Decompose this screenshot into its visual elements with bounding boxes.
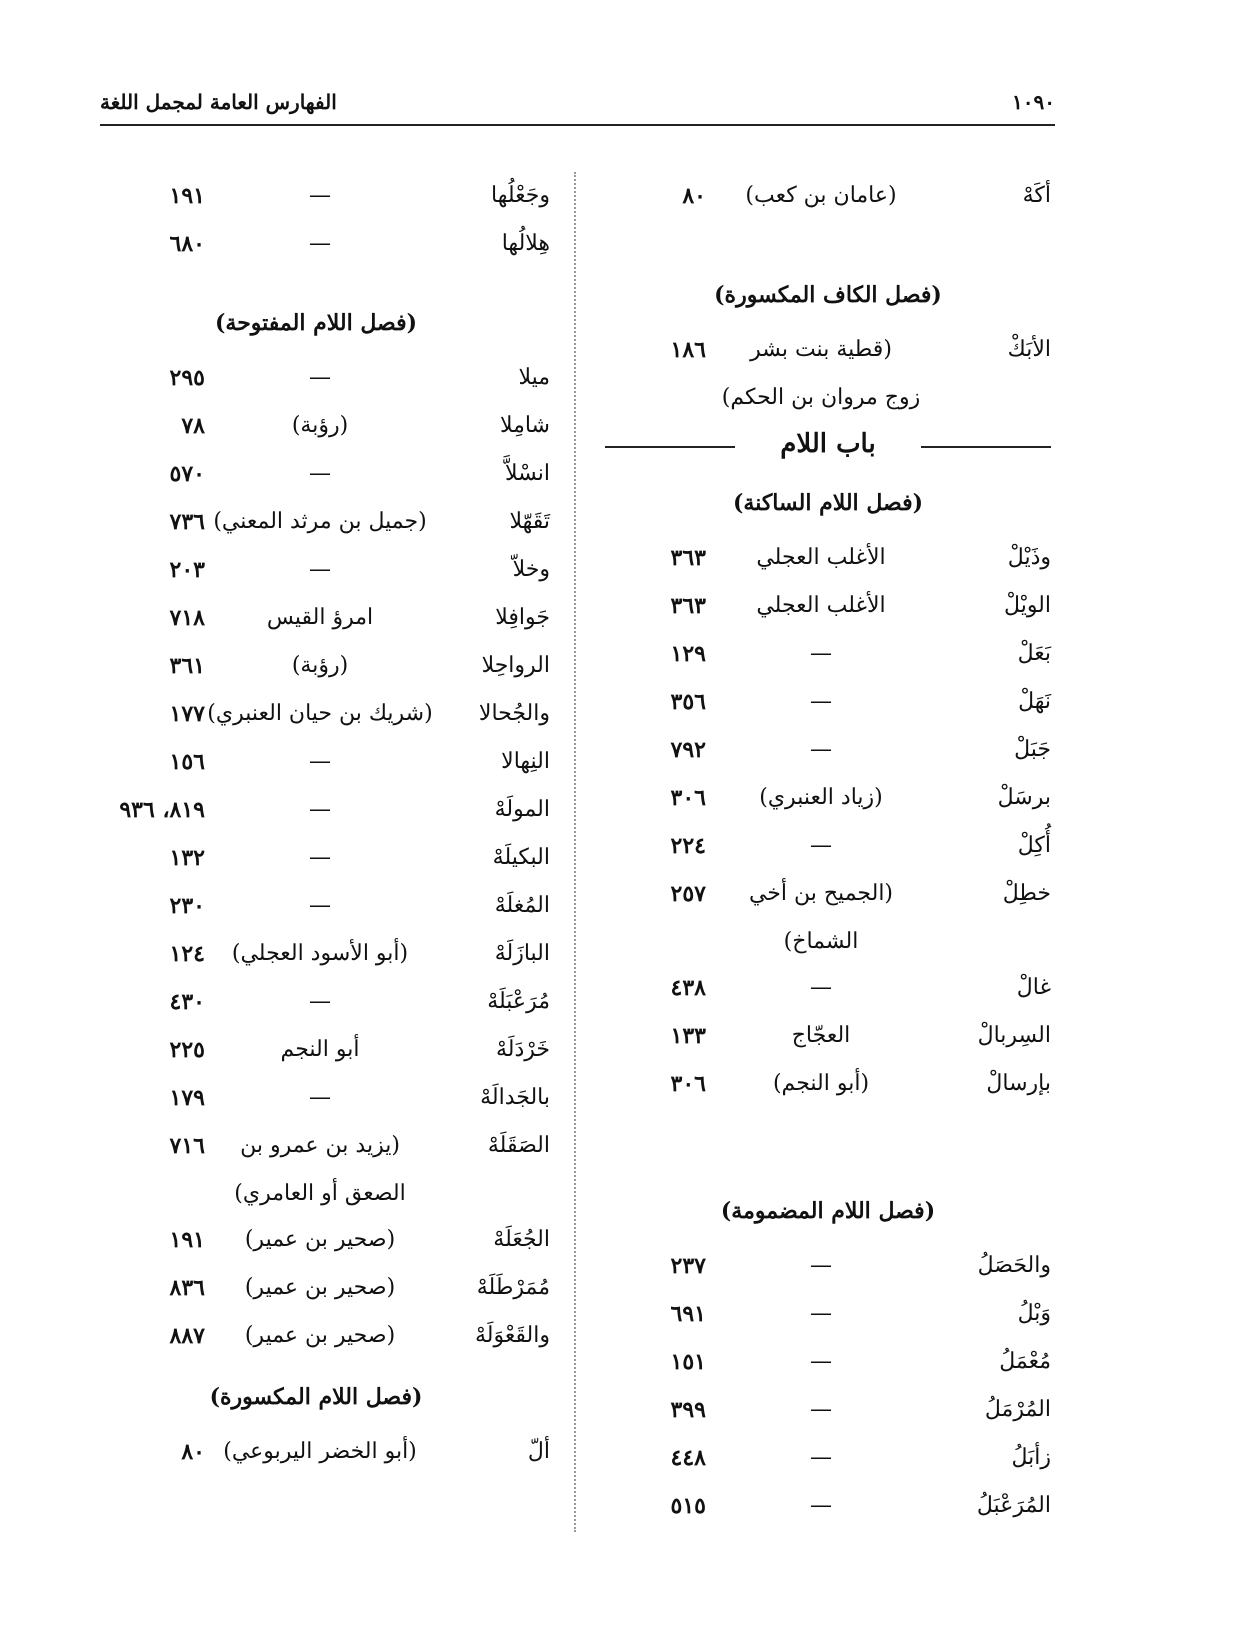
- column-divider: [574, 172, 576, 1532]
- index-row: [82, 642, 550, 690]
- index-row: [605, 1012, 1051, 1060]
- entry-source: زوج مروان بن الحكم): [721, 385, 921, 410]
- entry-word: أُكِلْ: [1017, 833, 1051, 858]
- entry-source: —: [810, 1301, 832, 1326]
- entry-word: الويْلْ: [1004, 593, 1051, 618]
- entry-word: جَوافِلا: [495, 605, 550, 630]
- entry-page: ٧٨: [181, 413, 205, 439]
- entry-page: ٣٥٦: [670, 689, 706, 715]
- entry-word: برسَلْ: [997, 785, 1051, 810]
- entry-word: شامِلا: [499, 413, 550, 438]
- index-row: [605, 1242, 1051, 1290]
- entry-word: وذَيْلْ: [1007, 545, 1051, 570]
- index-row: [82, 882, 550, 930]
- index-row: [605, 1060, 1051, 1108]
- index-row: [82, 786, 550, 834]
- entry-source: (رؤبة): [291, 413, 349, 438]
- entry-source: —: [309, 797, 331, 822]
- entry-source: —: [309, 183, 331, 208]
- entry-word: بإرسالْ: [986, 1071, 1051, 1096]
- entry-page: ٧١٦: [169, 1133, 205, 1159]
- entry-page: ٢٢٤: [670, 833, 706, 859]
- entry-source: —: [309, 749, 331, 774]
- index-row: [82, 354, 550, 402]
- entry-source: (أبو الأسود العجلي): [231, 941, 409, 966]
- entry-page: ٦٨٠: [169, 231, 205, 257]
- entry-source: —: [309, 1085, 331, 1110]
- entry-word: تَقَهّلا: [509, 509, 550, 534]
- chapter-title: باب اللام: [780, 429, 876, 459]
- entry-source: —: [810, 1349, 832, 1374]
- entry-page: ٤٣٠: [169, 989, 205, 1015]
- entry-source: —: [309, 365, 331, 390]
- entry-page: ٢٣٠: [169, 893, 205, 919]
- index-row: [82, 1312, 550, 1360]
- entry-source: —: [810, 1397, 832, 1422]
- entry-word: زأبَلُ: [1011, 1445, 1051, 1470]
- index-row: [605, 822, 1051, 870]
- index-row: [605, 678, 1051, 726]
- index-row: [605, 630, 1051, 678]
- entry-word: هِلالُها: [501, 231, 550, 256]
- index-row-continuation: [605, 918, 1051, 964]
- index-row: [605, 1434, 1051, 1482]
- index-row: [82, 1074, 550, 1122]
- index-row: [605, 326, 1051, 374]
- entry-source: —: [309, 557, 331, 582]
- entry-page: ١٩١: [169, 183, 205, 209]
- entry-word: الرواحِلا: [481, 653, 550, 678]
- entry-source: الصعق أو العامري): [234, 1181, 406, 1206]
- entry-source: (قطية بنت بشر: [750, 337, 892, 362]
- entry-word: الجُعَلَهْ: [493, 1227, 550, 1252]
- index-row: [605, 1386, 1051, 1434]
- entry-word: وخلاّ: [512, 557, 550, 582]
- entry-word: مُعْمَلُ: [999, 1349, 1051, 1374]
- entry-word: غالْ: [1016, 975, 1051, 1000]
- index-group: [605, 534, 1051, 1108]
- entry-word: ألّ: [527, 1439, 550, 1464]
- entry-word: وجَعْلُها: [491, 183, 550, 208]
- entry-source: (صحير بن عمير): [244, 1227, 396, 1252]
- entry-source: (أبو النجم): [772, 1071, 870, 1096]
- left-column: [82, 172, 550, 1476]
- entry-source: —: [810, 975, 832, 1000]
- index-row: [605, 1338, 1051, 1386]
- entry-source: —: [810, 641, 832, 666]
- entry-page: ٤٤٨: [670, 1445, 706, 1471]
- entry-page: ١٣٣: [670, 1023, 706, 1049]
- entry-word: بالجَدالَهْ: [480, 1085, 550, 1110]
- entry-word: المُرْمَلُ: [984, 1397, 1051, 1422]
- entry-word: والقَعْوَلَهْ: [474, 1323, 550, 1348]
- entry-page: ١٧٩: [169, 1085, 205, 1111]
- entry-page: ٥١٥: [670, 1493, 706, 1519]
- index-group: [82, 172, 550, 268]
- index-row: [82, 172, 550, 220]
- entry-page: ٢٢٥: [169, 1037, 205, 1063]
- entry-page: ٢٣٧: [670, 1253, 706, 1279]
- entry-source: —: [810, 689, 832, 714]
- entry-word: ميلا: [518, 365, 550, 390]
- entry-page: ١٨٦: [670, 337, 706, 363]
- entry-word: الصَقَلَهْ: [487, 1133, 550, 1158]
- entry-page: ٣٠٦: [670, 1071, 706, 1097]
- index-row: [82, 690, 550, 738]
- entry-word: السِربالْ: [977, 1023, 1051, 1048]
- entry-page: ١٢٩: [670, 641, 706, 667]
- entry-word: المُغلَهْ: [494, 893, 550, 918]
- entry-source: الشماخ): [783, 929, 859, 954]
- section-heading-sakina: (فصل اللام الساكنة): [732, 490, 923, 516]
- index-row: [605, 726, 1051, 774]
- entry-source: —: [309, 893, 331, 918]
- entry-source: امرؤ القيس: [266, 605, 374, 630]
- entry-page: ١٥١: [670, 1349, 706, 1375]
- entry-page: ٣٦٣: [670, 593, 706, 619]
- entry-word: والجُحالا: [478, 701, 550, 726]
- entry-page: ٣٦٣: [670, 545, 706, 571]
- entry-word: النِهالا: [501, 749, 550, 774]
- entry-page: ١٥٦: [169, 749, 205, 775]
- entry-source: (أبو الخضر اليربوعي): [223, 1439, 417, 1464]
- entry-word: أكَهْ: [1022, 183, 1051, 208]
- index-row: [82, 546, 550, 594]
- entry-page: ٧١٨: [169, 605, 205, 631]
- entry-source: (رؤبة): [291, 653, 349, 678]
- index-row-continuation: [82, 1170, 550, 1216]
- entry-page: ٦٩١: [670, 1301, 706, 1327]
- index-row: [605, 964, 1051, 1012]
- index-row: [82, 402, 550, 450]
- entry-page: ٣٦١: [169, 653, 205, 679]
- index-group: [82, 1428, 550, 1476]
- index-row: [82, 498, 550, 546]
- entry-word: والحَصَلُ: [977, 1253, 1051, 1278]
- entry-word: المُرَعْبَلُ: [976, 1493, 1051, 1518]
- section-heading-maftuha: (فصل اللام المفتوحة): [214, 310, 418, 336]
- index-group: [82, 354, 550, 1360]
- entry-source: —: [810, 1493, 832, 1518]
- entry-page: ٤٣٨: [670, 975, 706, 1001]
- entry-source: (صحير بن عمير): [244, 1275, 396, 1300]
- index-group: [605, 326, 1051, 420]
- index-group: [605, 1242, 1051, 1530]
- section-heading-madmuma: (فصل اللام المضمومة): [720, 1198, 936, 1224]
- entry-word: الأبَكْ: [1007, 337, 1051, 362]
- chapter-rule-left: [605, 446, 735, 448]
- entry-word: وَبْلُ: [1017, 1301, 1051, 1326]
- index-row: [82, 220, 550, 268]
- entry-word: نَهَلْ: [1018, 689, 1051, 714]
- entry-source: (جميل بن مرثد المعني): [213, 509, 427, 534]
- index-row: [605, 774, 1051, 822]
- entry-source: (صحير بن عمير): [244, 1323, 396, 1348]
- index-group: [605, 172, 1051, 220]
- index-row: [82, 1026, 550, 1074]
- index-row: [82, 1122, 550, 1170]
- entry-source: الأغلب العجلي: [756, 593, 886, 618]
- index-row: [82, 834, 550, 882]
- index-row: [82, 1216, 550, 1264]
- entry-word: بَعَلْ: [1017, 641, 1051, 666]
- entry-source: —: [810, 833, 832, 858]
- index-row: [82, 978, 550, 1026]
- header-title: الفهارس العامة لمجمل اللغة: [100, 90, 337, 114]
- entry-source: —: [309, 989, 331, 1014]
- entry-source: —: [810, 1445, 832, 1470]
- index-row: [605, 870, 1051, 918]
- entry-source: (يزيد بن عمرو بن: [240, 1133, 400, 1158]
- entry-page: ٣٩٩: [670, 1397, 706, 1423]
- entry-page: ٨٠: [682, 183, 706, 209]
- entry-word: خَرْدَلَهْ: [495, 1037, 550, 1062]
- index-row: [605, 172, 1051, 220]
- index-row: [605, 1290, 1051, 1338]
- entry-page: ٢٠٣: [169, 557, 205, 583]
- entry-word: البازَلَهْ: [494, 941, 550, 966]
- entry-page: ١٧٧: [169, 701, 205, 727]
- entry-source: (عامان بن كعب): [745, 183, 897, 208]
- entry-source: —: [810, 737, 832, 762]
- index-row: [605, 1482, 1051, 1530]
- index-row: [82, 930, 550, 978]
- entry-word: البكيلَهْ: [492, 845, 550, 870]
- entry-word: مُمَرْطَلَهْ: [476, 1275, 550, 1300]
- index-row-continuation: [605, 374, 1051, 420]
- index-row: [605, 534, 1051, 582]
- entry-source: —: [309, 231, 331, 256]
- entry-page: ١٩١: [169, 1227, 205, 1253]
- entry-page: ١٢٤: [169, 941, 205, 967]
- index-row: [82, 1264, 550, 1312]
- entry-source: —: [810, 1253, 832, 1278]
- entry-source: (شريك بن حيان العنبري): [207, 701, 433, 726]
- entry-page: ٧٩٢: [670, 737, 706, 763]
- index-row: [605, 582, 1051, 630]
- entry-page: ٢٥٧: [670, 881, 706, 907]
- entry-word: المولَهْ: [494, 797, 550, 822]
- entry-page: ٨٣٦: [169, 1275, 205, 1301]
- entry-source: أبو النجم: [280, 1037, 360, 1062]
- right-column: [605, 172, 1051, 1530]
- index-row: [82, 450, 550, 498]
- entry-word: مُرَعْبَلَهْ: [487, 989, 550, 1014]
- entry-page: ٨٨٧: [169, 1323, 205, 1349]
- entry-page: ٨١٩، ٩٣٦: [119, 797, 205, 823]
- entry-word: انسْلاَّ: [505, 461, 550, 486]
- index-row: [82, 594, 550, 642]
- index-row: [82, 738, 550, 786]
- entry-source: (الجميح بن أخي: [748, 881, 894, 906]
- entry-page: ٨٠: [181, 1439, 205, 1465]
- entry-page: ١٣٢: [169, 845, 205, 871]
- entry-source: (زياد العنبري): [759, 785, 883, 810]
- entry-page: ٣٠٦: [670, 785, 706, 811]
- entry-word: خطِلْ: [1002, 881, 1051, 906]
- entry-page: ٧٣٦: [169, 509, 205, 535]
- section-heading-maksura: (فصل اللام المكسورة): [209, 1384, 423, 1410]
- entry-page: ٥٧٠: [169, 461, 205, 487]
- entry-page: ٢٩٥: [169, 365, 205, 391]
- chapter-heading: [605, 420, 1051, 468]
- entry-source: الأغلب العجلي: [756, 545, 886, 570]
- entry-source: العجّاج: [791, 1023, 851, 1048]
- index-row: [82, 1428, 550, 1476]
- entry-word: جَبَلْ: [1014, 737, 1051, 762]
- entry-source: —: [309, 461, 331, 486]
- entry-source: —: [309, 845, 331, 870]
- running-header: [100, 88, 1055, 126]
- page-number: ١٠٩٠: [1012, 90, 1055, 114]
- section-heading-kaf: (فصل الكاف المكسورة): [714, 282, 942, 308]
